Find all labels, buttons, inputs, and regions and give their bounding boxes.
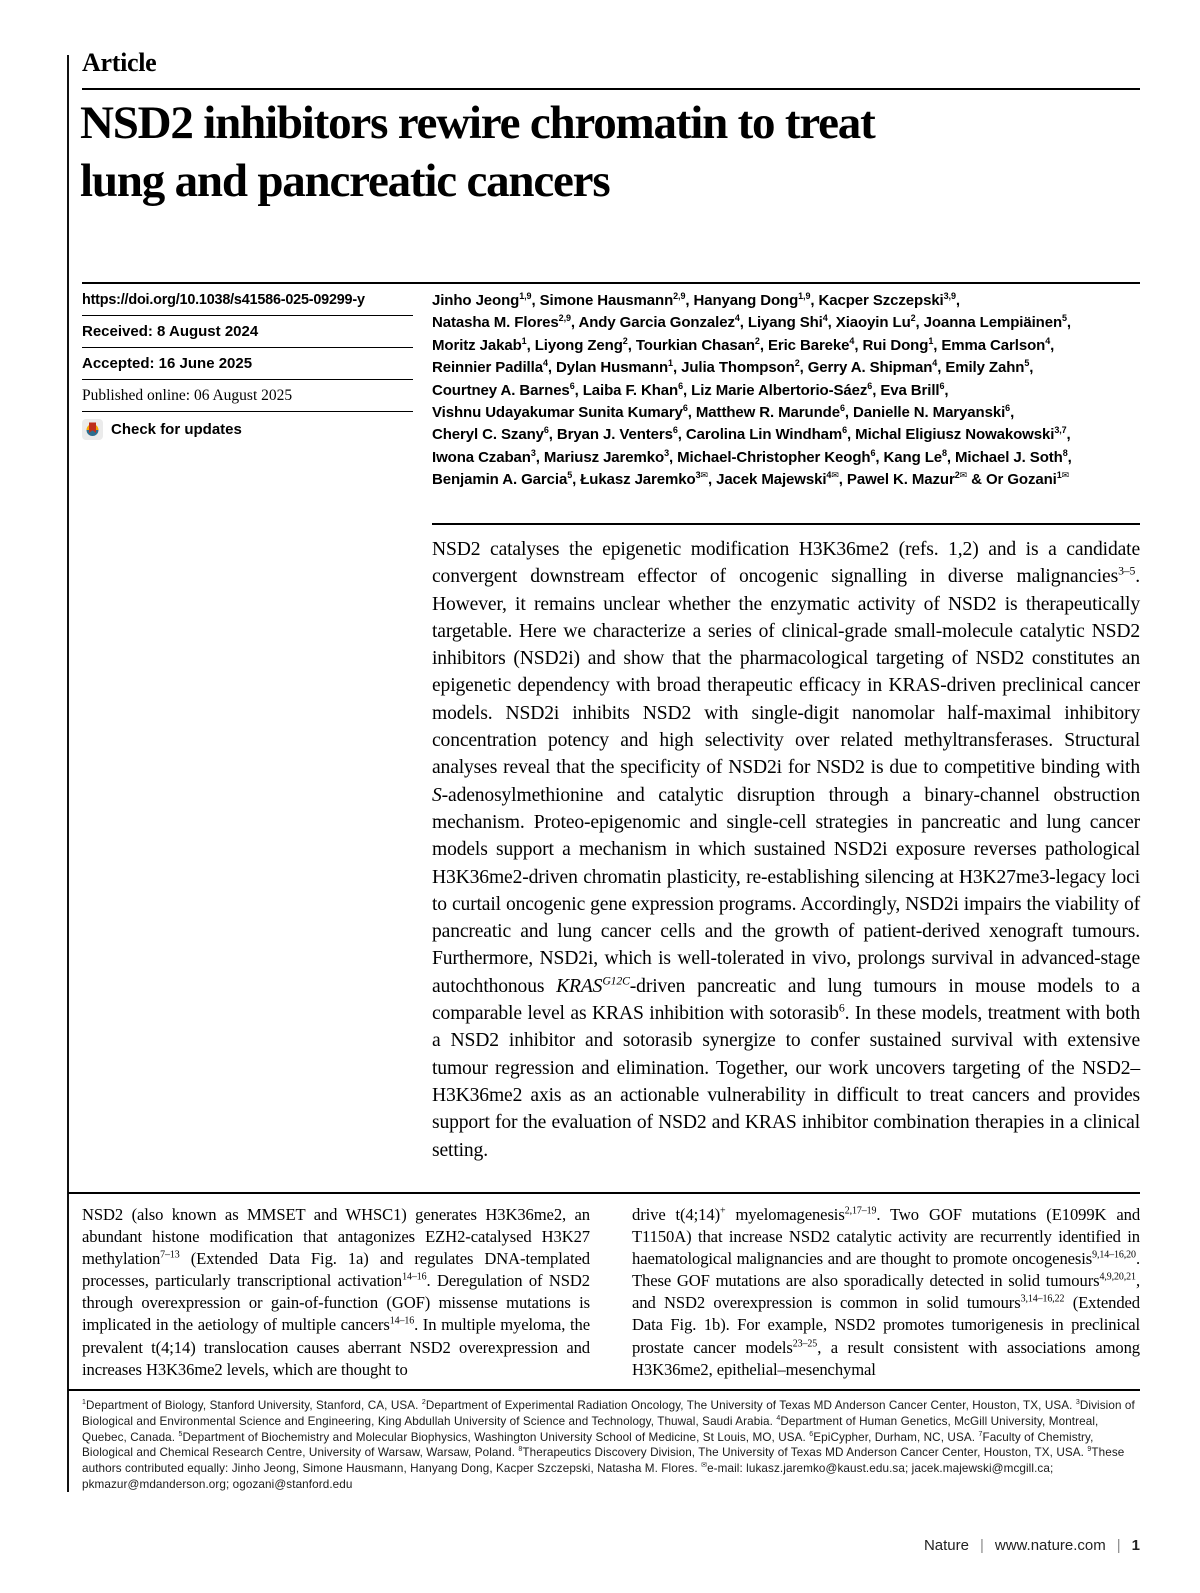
check-for-updates-label: Check for updates <box>111 421 242 438</box>
abstract: NSD2 catalyses the epigenetic modification H3K36me2 (refs. 1,2) and is a candidate convergent downstream effector of oncogenic signalling in diverse malignancies$^{3-5}$. However, it remains unclear whether the enzymatic activity of NSD2 is therapeutically targetable. Here we characterize a series of clinical-grade small-molecule catalytic NSD2 inhibitors (NSD2i) and show that the pharmacological targeting of NSD2 constitutes an epigenetic dependency with broad therapeutic efficacy in KRAS-driven preclinical cancer models. NSD2i inhibits NSD2 with single-digit nanomolar half-maximal inhibitory concentration potency and high selectivity over related methyltransferases. Structural analyses reveal that the specificity of NSD2i for NSD2 is due to competitive binding with S-adenosylmethionine and catalytic disruption through a binary-channel obstruction mechanism. Proteo-epigenomic and single-cell strategies in pancreatic and lung cancer models support a mechanism in which sustained NSD2i exposure reverses pathological H3K36me2-driven chromatin plasticity, re-establishing silencing at H3K27me3-legacy loci to curtail oncogenic gene expression programs. Accordingly, NSD2i impairs the viability of pancreatic and lung cancer cells and the growth of patient-derived xenograft tumours. Furthermore, NSD2i, which is well-tolerated in vivo, prolongs survival in advanced-stage autochthonous $KRAS^{G12C}$-driven pancreatic and lung tumours in mouse models to a comparable level as KRAS inhibition with sotorasib$^6$. In these models, treatment with both a NSD2 inhibitor and sotorasib synergize to confer sustained survival with extensive tumour regression and elimination. Together, our work uncovers targeting of the NSD2–H3K36me2 axis as an actionable vulnerability in difficult to treat cancers and provides support for the evaluation of NSD2 and KRAS inhibitor combination therapies in a clinical setting. <box>432 523 1140 1164</box>
author-line: Courtney A. Barnes$^6$, Laiba F. Khan$^6$, Liz Marie Albertorio-Sáez$^6$, Eva Brill$^6$, <box>432 380 949 399</box>
author-line: Cheryl C. Szany$^6$, Bryan J. Venters$^6$, Carolina Lin Windham$^6$, Michal Eligiusz Nowakowski$^{3,7}$, <box>432 425 1071 444</box>
check-for-updates-button[interactable] <box>82 419 413 440</box>
author-line: Reinnier Padilla$^4$, Dylan Husmann$^1$, Julia Thompson$^2$, Gerry A. Shipman$^4$, Emily Zahn$^5$, <box>432 358 1034 377</box>
body-column-left: NSD2 (also known as MMSET and WHSC1) generates H3K36me2, an abundant histone modification that antagonizes EZH2-catalysed H3K27 methylation$^{7-13}$ (Extended Data Fig. 1a) and regulates DNA-templated processes, particularly transcriptional activation$^{14-16}$. Deregulation of NSD2 through overexpression or gain-of-function (GOF) missense mutations is implicated in the aetiology of multiple cancers$^{14-16}$. In multiple myeloma, the prevalent t(4;14) translocation causes aberrant NSD2 overexpression and increases H3K36me2 levels, which are thought to <box>82 1205 590 1379</box>
accepted-date: Accepted: 16 June 2025 <box>82 348 413 380</box>
author-line: Natasha M. Flores$^{2,9}$, Andy Garcia Gonzalez$^4$, Liyang Shi$^4$, Xiaoyin Lu$^2$, Joanna Lempiäinen$^5$, <box>432 313 1071 332</box>
affiliations-footnote: $^1$Department of Biology, Stanford University, Stanford, CA, USA. $^2$Department of Experimental Radiation Oncology, The University of Texas MD Anderson Cancer Center, Houston, TX, USA. $^3$Division of Biological and Environmental Science and Engineering, King Abdullah University of Science and Technology, Thuwal, Saudi Arabia. $^4$Department of Human Genetics, McGill University, Montreal, Quebec, Canada. $^5$Department of Biochemistry and Molecular Biophysics, Washington University School of Medicine, St Louis, MO, USA. $^6$EpiCypher, Durham, NC, USA. $^7$Faculty of Chemistry, Biological and Chemical Research Centre, University of Warsaw, Warsaw, Poland. $^8$Therapeutics Discovery Division, The University of Texas MD Anderson Cancer Center, Houston, TX, USA. $^9$These authors contributed equally: Jinho Jeong, Simone Hausmann, Hanyang Dong, Kacper Szczepski, Natasha M. Flores. ✉e-mail: lukasz.jaremko@kaust.edu.sa; jacek.majewski@mcgill.ca; pkmazur@mdanderson.org; ogozani@stanford.edu <box>82 1399 1135 1491</box>
author-line: Vishnu Udayakumar Sunita Kumary$^6$, Matthew R. Marunde$^6$, Danielle N. Maryanski$^6$, <box>432 403 1015 422</box>
page-footer <box>924 1537 1140 1554</box>
footer-separator: | <box>1116 1537 1121 1554</box>
author-line: Jinho Jeong$^{1,9}$, Simone Hausmann$^{2,9}$, Hanyang Dong$^{1,9}$, Kacper Szczepski$^{3,9}$, <box>432 291 960 309</box>
doi-link[interactable]: https://doi.org/10.1038/s41586-025-09299-y <box>82 284 413 316</box>
page-title <box>80 94 1155 210</box>
left-margin-rule <box>67 55 69 1492</box>
crossmark-icon <box>82 419 103 440</box>
received-date: Received: 8 August 2024 <box>82 316 413 348</box>
page-number: 1 <box>1131 1537 1140 1554</box>
metadata-column <box>82 284 413 440</box>
author-list <box>432 290 1147 492</box>
footnote-divider <box>68 1389 1140 1391</box>
title-line-2: lung and pancreatic cancers <box>80 155 610 207</box>
journal-website: www.nature.com <box>994 1537 1106 1554</box>
body-top-divider <box>68 1192 1140 1194</box>
journal-name: Nature <box>923 1537 969 1554</box>
author-line: Iwona Czaban$^3$, Mariusz Jaremko$^3$, Michael-Christopher Keogh$^6$, Kang Le$^8$, Michael J. Soth$^8$, <box>432 447 1072 466</box>
body-column-right: drive t(4;14)+ myelomagenesis$^{2,17-19}$. Two GOF mutations (E1099K and T1150A) that increase NSD2 catalytic activity are recurrently identified in haematological malignancies and are thought to promote oncogenesis$^{9,14-16,20}$. These GOF mutations are also sporadically detected in solid tumours$^{4,9,20,21}$, and NSD2 overexpression is common in solid tumours$^{3,14-16,22}$ (Extended Data Fig. 1b). For example, NSD2 promotes tumorigenesis in preclinical prostate cancer models$^{23-25}$, a result consistent with associations among H3K36me2, epithelial–mesenchymal <box>632 1205 1141 1379</box>
article-kicker: Article <box>82 48 157 77</box>
author-line: Moritz Jakab$^1$, Liyong Zeng$^2$, Tourkian Chasan$^2$, Eric Bareke$^4$, Rui Dong$^1$, Emma Carlson$^4$, <box>432 335 1055 354</box>
title-line-1: NSD2 inhibitors rewire chromatin to treat <box>80 97 875 149</box>
author-line: Benjamin A. Garcia$^5$, Łukasz Jaremko$^{3✉}$, Jacek Majewski$^{4✉}$, Pawel K. Mazur$^{2✉}$ & Or Gozani$^{1✉}$ <box>432 470 1070 489</box>
kicker-divider <box>82 88 1140 90</box>
footer-separator: | <box>979 1537 984 1554</box>
published-date: Published online: 06 August 2025 <box>82 380 413 412</box>
